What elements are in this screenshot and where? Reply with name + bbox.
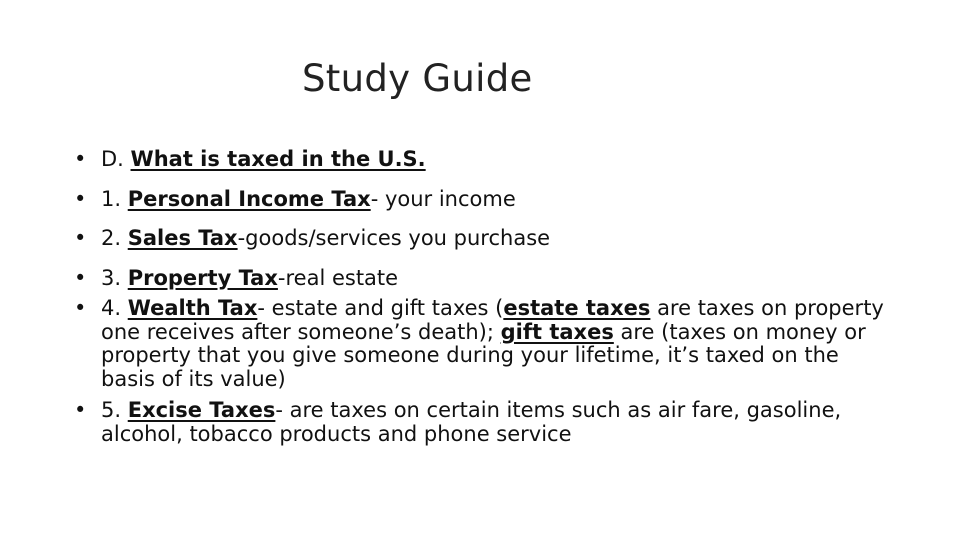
bullet-text: - are taxes on certain items such as air fare, gasoline, alcohol, tobacco products and phone service bbox=[101, 398, 842, 446]
bullet-item-wealth-tax bbox=[74, 297, 894, 391]
bullet-term: Property Tax bbox=[127, 265, 278, 290]
bullet-subterm-gift-taxes: gift taxes bbox=[500, 319, 614, 344]
bullet-item-sales-tax bbox=[74, 227, 894, 251]
bullet-item-personal-income-tax bbox=[74, 188, 894, 212]
bullet-term: Excise Taxes bbox=[127, 398, 276, 422]
bullet-item-property-tax bbox=[74, 267, 894, 291]
slide-title: Study Guide bbox=[302, 57, 533, 100]
bullet-prefix: 1. bbox=[101, 186, 128, 211]
bullet-text: -goods/services you purchase bbox=[237, 226, 551, 250]
bullet-term: Personal Income Tax bbox=[127, 186, 371, 211]
bullet-text: - your income bbox=[370, 186, 516, 211]
bullet-text: are (taxes on money or property that you give someone during your lifetime, it’s taxed on the basis of its value) bbox=[101, 319, 866, 391]
bullet-text: are taxes on property one receives after someone’s death); bbox=[101, 296, 884, 344]
bullet-prefix: D. bbox=[101, 147, 131, 171]
bullet-prefix: 3. bbox=[101, 265, 128, 290]
bullet-prefix: 2. bbox=[101, 226, 128, 250]
bullet-term: Wealth Tax bbox=[127, 296, 258, 320]
bullet-prefix: 4. bbox=[101, 296, 128, 320]
bullet-term: Sales Tax bbox=[127, 226, 238, 250]
bullet-item-excise-taxes bbox=[74, 399, 894, 446]
bullet-subterm-estate-taxes: estate taxes bbox=[503, 296, 651, 320]
bullet-prefix: 5. bbox=[101, 398, 128, 422]
bullet-list bbox=[74, 148, 894, 446]
bullet-text: - estate and gift taxes ( bbox=[257, 296, 504, 320]
bullet-item-what-is-taxed bbox=[74, 148, 894, 172]
bullet-text: -real estate bbox=[277, 265, 399, 290]
bullet-heading: What is taxed in the U.S. bbox=[130, 147, 426, 171]
